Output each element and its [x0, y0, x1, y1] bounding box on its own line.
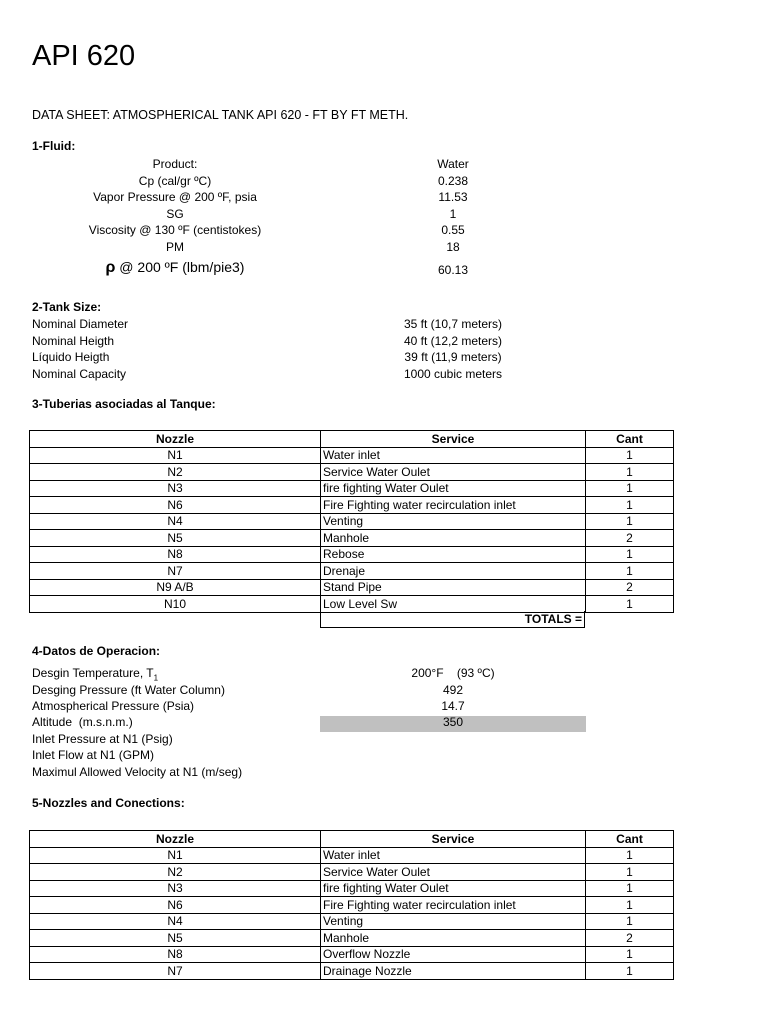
table-row [30, 897, 674, 914]
nozzle-cell: N1 [30, 447, 321, 464]
document-subtitle: DATA SHEET: ATMOSPHERICAL TANK API 620 - FT BY FT METH. [32, 108, 409, 122]
cant-cell: 1 [586, 596, 674, 613]
nozzle-cell: N5 [30, 530, 321, 547]
column-header: Cant [586, 431, 674, 448]
cant-cell: 1 [586, 913, 674, 930]
cant-cell: 1 [586, 963, 674, 980]
fluid-value: 0.238 [437, 173, 469, 188]
operation-value: 492 [442, 682, 464, 697]
operation-label: Inlet Flow at N1 (GPM) [32, 748, 155, 762]
fluid-label: SG [166, 206, 184, 221]
operation-value: 200°F (93 ºC) [411, 666, 495, 680]
service-cell: Manhole [321, 930, 586, 947]
cant-cell: 1 [586, 447, 674, 464]
column-header: Nozzle [30, 831, 321, 848]
service-cell: Water inlet [321, 847, 586, 864]
table-header-row [30, 831, 674, 848]
subscript: 1 [153, 673, 159, 683]
table-row [30, 579, 674, 596]
cant-cell: 1 [586, 880, 674, 897]
service-cell: Drainage Nozzle [321, 963, 586, 980]
service-cell: Rebose [321, 546, 586, 563]
table-row [30, 963, 674, 980]
operation-label: Desging Pressure (ft Water Column) [32, 682, 225, 697]
service-cell: Overflow Nozzle [321, 946, 586, 963]
nozzle-cell: N10 [30, 596, 321, 613]
section-heading-operacion: 4-Datos de Operacion: [32, 644, 161, 658]
section-heading-tuberias: 3-Tuberias asociadas al Tanque: [32, 397, 216, 411]
table-header-row [30, 431, 674, 448]
table-row [30, 497, 674, 514]
service-cell: fire fighting Water Oulet [321, 880, 586, 897]
nozzle-cell: N2 [30, 864, 321, 881]
nozzle-cell: N4 [30, 913, 321, 930]
fluid-label: Viscosity @ 130 ºF (centistokes) [88, 223, 262, 237]
fluid-value: 18 [446, 239, 460, 254]
table-row [30, 513, 674, 530]
service-cell: Venting [321, 513, 586, 530]
tank-size-value: 1000 cubic meters [403, 366, 503, 381]
density-value: 60.13 [437, 263, 469, 277]
fluid-label: Product: [152, 157, 198, 171]
section-heading-tank-size: 2-Tank Size: [32, 300, 102, 314]
table-row [30, 563, 674, 580]
nozzle-cell: N9 A/B [30, 579, 321, 596]
service-cell: Drenaje [321, 563, 586, 580]
tank-size-value: 35 ft (10,7 meters) [403, 317, 503, 331]
nozzle-cell: N1 [30, 847, 321, 864]
table-row [30, 546, 674, 563]
table-row [30, 480, 674, 497]
service-cell: Service Water Oulet [321, 464, 586, 481]
nozzle-cell: N3 [30, 880, 321, 897]
operation-value: 350 [442, 715, 464, 729]
nozzle-cell: N8 [30, 946, 321, 963]
operation-label: Maximul Allowed Velocity at N1 (m/seg) [32, 764, 243, 779]
fluid-value: 1 [449, 206, 457, 221]
nozzle-cell: N2 [30, 464, 321, 481]
tank-size-label: Nominal Diameter [32, 317, 129, 331]
table-row [30, 864, 674, 881]
operation-label: Altitude (m.s.n.m.) [32, 715, 133, 729]
table-row [30, 447, 674, 464]
service-cell: fire fighting Water Oulet [321, 480, 586, 497]
table-row [30, 880, 674, 897]
table-row [30, 913, 674, 930]
column-header: Service [321, 431, 586, 448]
column-header: Service [321, 831, 586, 848]
cant-cell: 1 [586, 513, 674, 530]
section-heading-nozzles: 5-Nozzles and Conections: [32, 796, 185, 810]
density-label [40, 259, 310, 277]
tuberias-table [29, 430, 674, 613]
operation-label: Atmospherical Pressure (Psia) [32, 699, 195, 713]
service-cell: Low Level Sw [321, 596, 586, 613]
cant-cell: 1 [586, 847, 674, 864]
tank-size-value: 39 ft (11,9 meters) [404, 350, 502, 364]
cant-cell: 1 [586, 480, 674, 497]
page-title: API 620 [32, 40, 136, 72]
table-row [30, 596, 674, 613]
cant-cell: 1 [586, 946, 674, 963]
cant-cell: 1 [586, 563, 674, 580]
fluid-value: Water [437, 157, 469, 171]
section-heading-fluid: 1-Fluid: [32, 139, 76, 153]
operation-label-text: Desgin Temperature, T [32, 666, 154, 680]
service-cell: Water inlet [321, 447, 586, 464]
service-cell: Stand Pipe [321, 579, 586, 596]
table-row [30, 847, 674, 864]
nozzle-cell: N7 [30, 963, 321, 980]
service-cell: Venting [321, 913, 586, 930]
fluid-value: 11.53 [438, 190, 468, 204]
fluid-label: PM [166, 239, 184, 254]
table-row [30, 930, 674, 947]
column-header: Nozzle [30, 431, 321, 448]
tank-size-label: Nominal Heigth [32, 333, 115, 348]
fluid-label: Cp (cal/gr ºC) [138, 173, 212, 188]
nozzle-cell: N4 [30, 513, 321, 530]
cant-cell: 2 [586, 530, 674, 547]
tank-size-label: Nominal Capacity [32, 366, 127, 381]
tank-size-value: 40 ft (12,2 meters) [403, 333, 503, 348]
cant-cell: 1 [586, 546, 674, 563]
cant-cell: 2 [586, 930, 674, 947]
rho-symbol: ρ [105, 259, 116, 276]
column-header: Cant [586, 831, 674, 848]
nozzle-cell: N8 [30, 546, 321, 563]
nozzles-table [29, 830, 674, 980]
operation-value: 14.7 [441, 699, 465, 713]
table-row [30, 530, 674, 547]
fluid-value: 0.55 [441, 223, 465, 237]
operation-label: Inlet Pressure at N1 (Psig) [32, 731, 173, 746]
density-label-text: @ 200 ºF (lbm/pie3) [115, 259, 245, 275]
nozzle-cell: N3 [30, 480, 321, 497]
tank-size-label: Líquido Heigth [32, 350, 110, 364]
totals-label: TOTALS = [320, 611, 585, 628]
fluid-label: Vapor Pressure @ 200 ºF, psia [93, 190, 257, 204]
nozzle-cell: N5 [30, 930, 321, 947]
service-cell: Service Water Oulet [321, 864, 586, 881]
nozzle-cell: N6 [30, 497, 321, 514]
service-cell: Fire Fighting water recirculation inlet [321, 897, 586, 914]
nozzle-cell: N7 [30, 563, 321, 580]
table-row [30, 946, 674, 963]
table-row [30, 464, 674, 481]
cant-cell: 1 [586, 464, 674, 481]
cant-cell: 1 [586, 897, 674, 914]
cant-cell: 1 [586, 864, 674, 881]
nozzle-cell: N6 [30, 897, 321, 914]
cant-cell: 1 [586, 497, 674, 514]
service-cell: Fire Fighting water recirculation inlet [321, 497, 586, 514]
service-cell: Manhole [321, 530, 586, 547]
cant-cell: 2 [586, 579, 674, 596]
